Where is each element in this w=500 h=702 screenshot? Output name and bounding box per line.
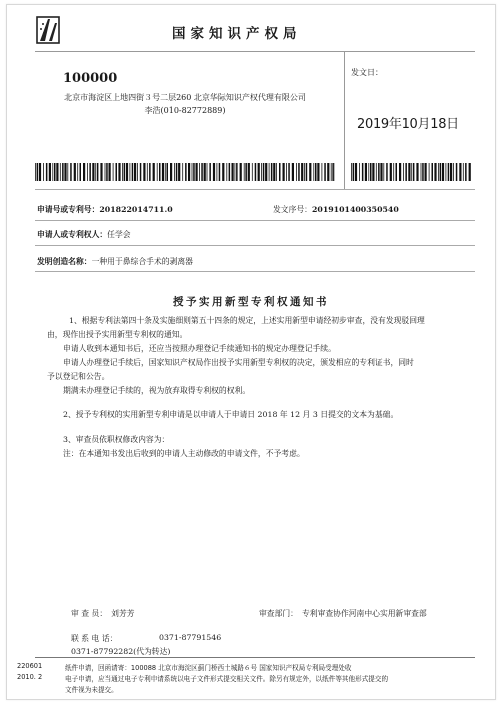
application-number-label: 申请号或专利号： [37,205,100,214]
department-value: 专利审查协作河南中心实用新审查部 [301,609,427,618]
serial-number-label: 发文序号： [273,205,312,214]
barcode-bar [219,163,221,181]
barcode-bar [217,163,218,181]
paragraph-1-line-6: 期满未办理登记手续的，视为放弃取得专利权的权利。 [63,386,251,395]
office-name: 国家知识产权局 [172,26,302,42]
barcode-bar [143,163,145,181]
barcode-bar [376,163,377,181]
barcode-bar [355,163,357,181]
barcode-bar [453,163,454,181]
barcode-bar [324,163,326,181]
barcode-bar [74,163,76,181]
barcode-bar [317,163,319,181]
header-vertical-divider [344,51,345,189]
barcode-bar [265,163,267,181]
barcode-bar [109,163,111,181]
barcode-bar [157,163,158,181]
barcode-bar [370,163,372,181]
barcode-bar [196,163,198,181]
barcode-bar [60,163,61,181]
header-divider [35,51,475,52]
barcode-bar [258,163,260,181]
barcode-bar [271,163,273,181]
barcode-bar [411,163,412,181]
barcode-bar [176,163,178,181]
barcode-bar [327,163,329,181]
barcode-bar [162,163,164,181]
recipient-address: 北京市海淀区上地四街３号二层260 北京华际知识产权代理有限公司 [64,93,306,102]
barcode-bar [244,163,245,181]
barcode-bar [425,163,427,181]
barcode-bar [469,163,471,181]
barcode-bar [261,163,262,181]
barcode-bar [124,163,126,181]
barcode-bar [301,163,303,181]
barcode-bar [396,163,398,181]
issue-date-value: 2019年10月18日 [357,117,459,132]
footer-line-3: 文件视为未提交。 [65,686,118,694]
department-label: 审查部门： [259,609,298,618]
contact-phone-label: 联 系 电 话： [71,634,118,643]
invention-title-label: 发明创造名称： [37,257,92,266]
barcode-bar [178,163,180,181]
barcode-bar [105,163,106,181]
barcode-bar [229,163,231,181]
zip-code: 100000 [63,71,118,86]
barcode-bar [450,163,452,181]
barcode-bar [322,163,323,181]
barcode-bar [118,163,120,181]
barcode-bar [193,163,195,181]
contact-phone-2: 0371-87792282(代为转达) [71,647,171,656]
barcode-bar [463,163,464,181]
barcode-bar [438,163,439,181]
barcode-bar [140,163,142,181]
barcode-bar [276,163,277,181]
barcode-bar [207,163,208,181]
barcode-bar [421,163,422,181]
barcode-bar [182,163,183,181]
barcode-bar [43,163,44,181]
barcode-bar [213,163,215,181]
barcode-bar [351,163,352,181]
barcode-bar [235,163,236,181]
barcode-bar [232,163,234,181]
paragraph-2: 2、授予专利权的实用新型专利申请是以申请人于申请日 2018 年 12 月 3 日提交的文本为基础。 [63,410,399,419]
barcode-bar [440,163,442,181]
barcode-bar [192,163,193,181]
footer-line-2: 电子申请，应当通过电子专利申请系统以电子文件形式提交相关文件。除另有规定外，以纸件等其他形式提交的 [65,675,389,683]
barcode-bar [288,163,290,181]
barcode-bar [132,163,134,181]
examiner-field [71,608,135,619]
barcode-bar [279,163,281,181]
footer-line-1: 纸件申请，回函请寄：100088 北京市海淀区蓟门桥西土城路６号 国家知识产权局专利局受理处收 [65,664,352,672]
barcode-bar [174,163,175,181]
barcode-bar [296,163,297,181]
barcode-bar [149,163,151,181]
paragraph-1-line-2: 由，现作出授予实用新型专利权的通知。 [47,330,188,339]
barcode-bar [269,163,270,181]
notice-page [6,4,496,700]
barcode-bar [201,163,203,181]
paragraph-1-line-4: 申请人办理登记手续后，国家知识产权局作出授予实用新型专利权的决定，颁发相应的专利证书，同时 [63,358,414,367]
barcode-bar [390,163,392,181]
barcode-bar [106,163,108,181]
barcode-bar [456,163,458,181]
application-number-field [37,204,173,215]
paragraph-1-line-3: 申请人收到本通知书后，还应当按照办理登记手续通知书的规定办理登记手续。 [63,344,336,353]
applicant-value: 任学会 [107,230,131,239]
barcode-bar [252,163,253,181]
invention-title-value: 一种用于鼻综合手术的剥离器 [91,257,193,266]
barcode-bar [39,163,41,181]
barcode-bar [331,163,332,181]
barcode-bar [56,163,58,181]
barcode-right [351,163,471,181]
barcode-bar [116,163,118,181]
barcode-bar [226,163,227,181]
barcode-bar [286,163,287,181]
barcode-bar [35,163,36,181]
barcode-bar [67,163,68,181]
barcode-bar [52,163,53,181]
examiner-name: 刘芳芳 [111,609,135,618]
paragraph-3-line-2: 注：在本通知书发出后收到的申请人主动修改的申请文件，不予考虑。 [63,449,305,458]
barcode-bar [113,163,114,181]
form-version: 2010. 2 [17,673,43,681]
barcode-bar [399,163,401,181]
barcode-bar [273,163,275,181]
barcode-bar [413,163,415,181]
barcode-bar [62,163,64,181]
barcode-bar [97,163,99,181]
barcode-bar [165,163,166,181]
invention-title-field [37,256,193,267]
divider [35,220,475,221]
barcode-bar [422,163,424,181]
barcode-bar [80,163,82,181]
barcode-bar [204,163,206,181]
barcode-bar [368,163,369,181]
barcode-bar [188,163,190,181]
barcode-bar [87,163,88,181]
barcode-bar [332,163,334,181]
barcode-bar [432,163,434,181]
barcode-bar [309,163,311,181]
barcode-bar [159,163,161,181]
barcode-bar [403,163,404,181]
barcode-bar [130,163,131,181]
barcode-bar [434,163,436,181]
paragraph-1-line-5: 予以登记和公告。 [47,372,110,381]
barcode-bar [446,163,447,181]
barcode-bar [359,163,360,181]
serial-number-value: 2019101400350540 [311,205,399,214]
barcode-bar [405,163,407,181]
paragraph-1-line-1: 1、根据专利法第四十条及实施细则第五十四条的规定，上述实用新型申请经初步审查，没有发现驳回理 [69,316,425,325]
applicant-label: 申请人或专利权人： [37,230,108,239]
barcode-bar [236,163,238,181]
footer-divider [35,657,475,658]
barcode-bar [283,163,285,181]
divider [35,245,475,246]
barcode-bar [126,163,128,181]
divider [35,189,475,190]
barcode-bar [353,163,355,181]
barcode-bar [255,163,257,181]
barcode-bar [362,163,364,181]
barcode-bar [49,163,51,181]
issue-date-label: 发文日： [351,68,383,77]
barcode-bar [263,163,265,181]
barcode-bar [416,163,418,181]
barcode-bar [304,163,305,181]
barcode-bar [408,163,410,181]
form-code: 220601 [17,662,43,670]
barcode-bar [465,163,467,181]
barcode-bar [199,163,200,181]
barcode-bar [77,163,78,181]
barcode-bar [167,163,169,181]
divider [35,271,475,272]
barcode-bar [365,163,367,181]
barcode-bar [378,163,380,181]
barcode-bar [170,163,172,181]
barcode-bar [429,163,430,181]
barcode-left [35,163,335,181]
barcode-bar [100,163,102,181]
barcode-bar [222,163,224,181]
barcode-bar [248,163,250,181]
barcode-bar [459,163,461,181]
barcode-bar [70,163,72,181]
cnipa-emblem-icon [35,15,63,47]
barcode-bar [64,163,66,181]
barcode-bar [37,163,39,181]
barcode-bar [313,163,314,181]
barcode-bar [89,163,91,181]
barcode-bar [92,163,94,181]
notice-title: 授予实用新型专利权通知书 [173,296,329,308]
barcode-bar [95,163,96,181]
applicant-field [37,229,131,240]
paragraph-3-line-1: 3、审查员依职权修改内容为： [63,435,170,444]
barcode-bar [46,163,48,181]
examiner-label: 审 查 员： [71,609,108,618]
barcode-bar [292,163,294,181]
barcode-bar [306,163,308,181]
barcode-bar [298,163,300,181]
barcode-bar [83,163,85,181]
barcode-bar [245,163,247,181]
barcode-bar [393,163,394,181]
barcode-bar [448,163,450,181]
serial-number-field [273,204,399,215]
barcode-bar [122,163,123,181]
barcode-bar [383,163,384,181]
barcode-bar [147,163,148,181]
barcode-bar [134,163,136,181]
barcode-bar [54,163,56,181]
recipient-contact: 李浩(010-82772889) [144,106,226,115]
barcode-bar [315,163,317,181]
barcode-bar [380,163,382,181]
application-number-value: 201822014711.0 [99,205,173,214]
barcode-bar [442,163,444,181]
barcode-bar [386,163,388,181]
barcode-bar [240,163,242,181]
barcode-bar [209,163,211,181]
department-field [259,608,427,619]
barcode-bar [137,163,138,181]
contact-phone-1: 0371-87791546 [159,633,222,642]
barcode-bar [372,163,374,181]
barcode-bar [185,163,187,181]
barcode-bar [153,163,155,181]
